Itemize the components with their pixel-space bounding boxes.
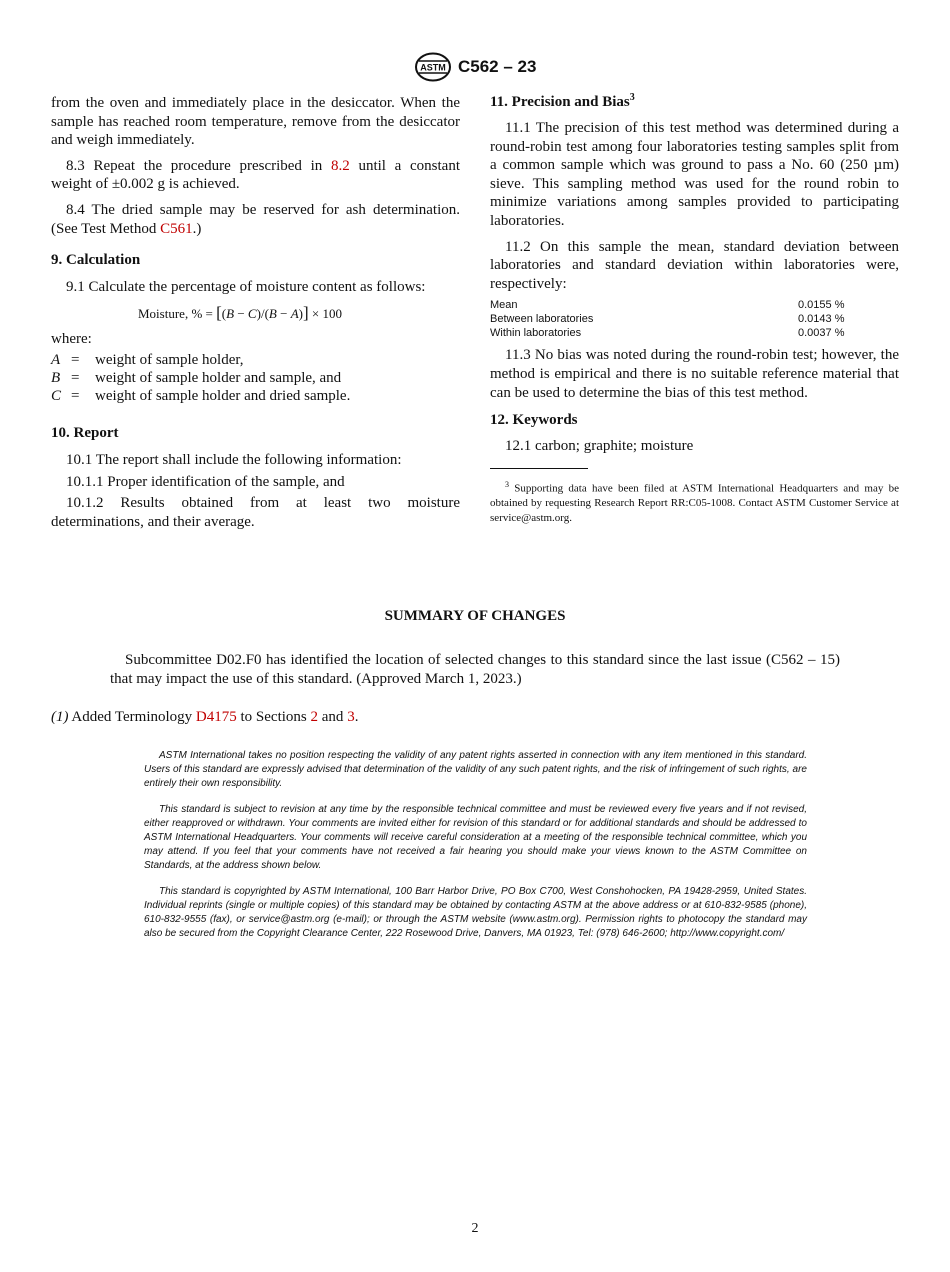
left-column (51, 94, 460, 532)
page-number: 2 (471, 1221, 479, 1236)
definition-row (51, 352, 460, 370)
legal-notices (144, 749, 807, 941)
equation-paren: ) (256, 305, 261, 321)
stats-row (490, 298, 899, 312)
stats-value: 0.0155 % (798, 299, 845, 312)
section-11-heading (490, 92, 899, 111)
section-11-title: 11. Precision and Bias (490, 94, 630, 110)
paragraph-10-1: 10.1 The report shall include the following information: (66, 452, 402, 469)
equation-bracket-open: [ (216, 302, 222, 322)
equation-minus: − (276, 305, 291, 321)
paragraph-8-4-text: 8.4 The dried sample may be reserved for ash determination. (See Test Method (51, 201, 460, 237)
equation-var-a: A (290, 305, 299, 321)
footnote-marker: 3 (505, 479, 509, 489)
summary-item-1 (51, 708, 899, 727)
moisture-equation (138, 304, 460, 323)
right-column (490, 92, 899, 526)
revision-notice: This standard is subject to revision at any time by the responsible technical committee and must be reviewed every five years and if not revised, either reapproved or withdrawn. Your comments are invited either for revision of this standard or for additional standards and should be addressed to ASTM International Headquarters. Your comments will receive careful consideration at a meeting of the responsible technical committee, which you may attend. If you feel that your comments have not received a fair hearing you should make your views known to the ASTM Committee on Standards, at the address shown below. (144, 804, 807, 871)
paragraph-11-1: 11.1 The precision of this test method was determined during a round-robin test among four laboratories testing samples split from a common sample which was ground to pass a No. 60 (250 µm) sieve. This sampling method was used for the round robin to minimize variations among samples provided to participating laboratories. (490, 120, 899, 229)
definition-text: weight of sample holder and dried sample. (95, 387, 351, 404)
stats-value: 0.0143 % (798, 313, 845, 326)
copyright-notice: This standard is copyrighted by ASTM International, 100 Barr Harbor Drive, PO Box C700, West Conshohocken, PA 19428-2959, United States. Individual reprints (single or multiple copies) of this standard may be obtained by contacting ASTM at the above address or at 610-832-9585 (phone), 610-832-9555 (fax), or service@astm.org (e-mail); or through the ASTM website (www.astm.org). Permission rights to photocopy the standard may also be secured from the Copyright Clearance Center, 222 Rosewood Drive, Danvers, MA 01923, Tel: (978) 646-2600; http://www.copyright.com/ (144, 886, 807, 939)
summary-item-number: (1) (51, 709, 69, 725)
footnote-text: Supporting data have been filed at ASTM International Headquarters and may be obtained by requesting Research Report RR:C05-1008. Contact ASTM Customer Service at service@astm.org. (490, 482, 899, 525)
summary-item-text: Added Terminology (68, 709, 196, 725)
definition-text: weight of sample holder and sample, and (95, 369, 342, 386)
link-section-2[interactable]: 2 (310, 709, 319, 725)
paragraph-8-3-text-end: until a constant weight of ±0.002 g is achieved. (51, 157, 460, 193)
paragraph-8-4-text-end: .) (192, 220, 202, 237)
definition-row (51, 370, 460, 388)
footnote-3 (490, 477, 899, 527)
logo-text: ASTM (420, 62, 446, 73)
stats-row (490, 312, 899, 326)
summary-intro: Subcommittee D02.F0 has identified the location of selected changes to this standard since the last issue (C562 – 15) that may impact the use of this standard. (Approved March 1, 2023.) (110, 652, 840, 687)
paragraph-9-1: 9.1 Calculate the percentage of moisture content as follows: (66, 279, 426, 296)
paragraph-8-3 (51, 157, 460, 194)
definition-symbol: A (51, 352, 61, 369)
stats-value: 0.0037 % (798, 327, 845, 340)
section-12-heading: 12. Keywords (490, 412, 578, 429)
paragraph-12-1: 12.1 carbon; graphite; moisture (505, 438, 694, 455)
page-header (0, 52, 950, 82)
where-label: where: (51, 330, 92, 347)
paragraph-8-2-continued: from the oven and immediately place in the desiccator. When the sample has reached room temperature, remove from the desiccator and weigh immediately. (51, 95, 460, 149)
definition-symbol: C (51, 387, 62, 404)
section-9-heading: 9. Calculation (51, 252, 141, 269)
summary-item-text: . (354, 709, 359, 725)
definitions-list (51, 352, 460, 405)
patent-notice: ASTM International takes no position respecting the validity of any patent rights asserted in connection with any item mentioned in this standard. Users of this standard are expressly advised that determination of the validity of any such patent rights, and the risk of infringement of such rights, are entirely their own responsibility. (144, 750, 807, 789)
summary-title: SUMMARY OF CHANGES (384, 608, 566, 624)
equation-paren: ( (221, 305, 227, 321)
stats-label: Between laboratories (490, 313, 594, 326)
link-section-8-2[interactable]: 8.2 (331, 157, 350, 174)
astm-logo (414, 52, 452, 82)
equation-paren: ( (264, 305, 269, 321)
paragraph-11-3: 11.3 No bias was noted during the round-robin test; however, the method is empirical and there is no suitable reference material that can be used to determine the bias of this test method. (490, 347, 899, 401)
summary-item-text: and (318, 709, 348, 725)
link-d4175[interactable]: D4175 (195, 709, 237, 725)
document-designation: C562 – 23 (458, 57, 537, 76)
definition-equals: = (71, 352, 80, 369)
equation-minus: − (234, 305, 248, 321)
section-10-heading: 10. Report (51, 425, 119, 442)
definition-equals: = (71, 387, 80, 404)
equation-paren: ) (298, 305, 303, 321)
definition-text: weight of sample holder, (95, 352, 244, 369)
equation-var-b: B (268, 305, 277, 321)
paragraph-11-2: 11.2 On this sample the mean, standard deviation between laboratories and standard deviation within laboratories were, respectively: (490, 238, 899, 292)
equation-var-b: B (226, 305, 235, 321)
summary-item-text: to Sections (236, 709, 311, 725)
stats-label: Within laboratories (490, 327, 582, 340)
precision-stats-table (490, 298, 899, 340)
definition-row (51, 388, 460, 406)
stats-label: Mean (490, 299, 518, 312)
definition-equals: = (71, 369, 80, 386)
equation-times: × 100 (311, 305, 343, 321)
paragraph-10-1-2: 10.1.2 Results obtained from at least two moisture determinations, and their average. (51, 495, 460, 530)
equation-var-c: C (247, 305, 257, 321)
definition-symbol: B (51, 369, 61, 386)
paragraph-10-1-1: 10.1.1 Proper identification of the sample, and (66, 473, 345, 490)
link-c561[interactable]: C561 (160, 220, 193, 237)
link-section-3[interactable]: 3 (347, 709, 355, 725)
equation-label: Moisture, % = (138, 305, 213, 321)
equation-slash: / (260, 305, 265, 321)
paragraph-8-4 (51, 201, 460, 238)
footnote-ref-3[interactable]: 3 (629, 92, 635, 103)
paragraph-8-3-text: 8.3 Repeat the procedure prescribed in (66, 157, 331, 174)
equation-bracket-close: ] (303, 302, 309, 322)
footnote-divider (490, 468, 588, 469)
stats-row (490, 326, 899, 340)
